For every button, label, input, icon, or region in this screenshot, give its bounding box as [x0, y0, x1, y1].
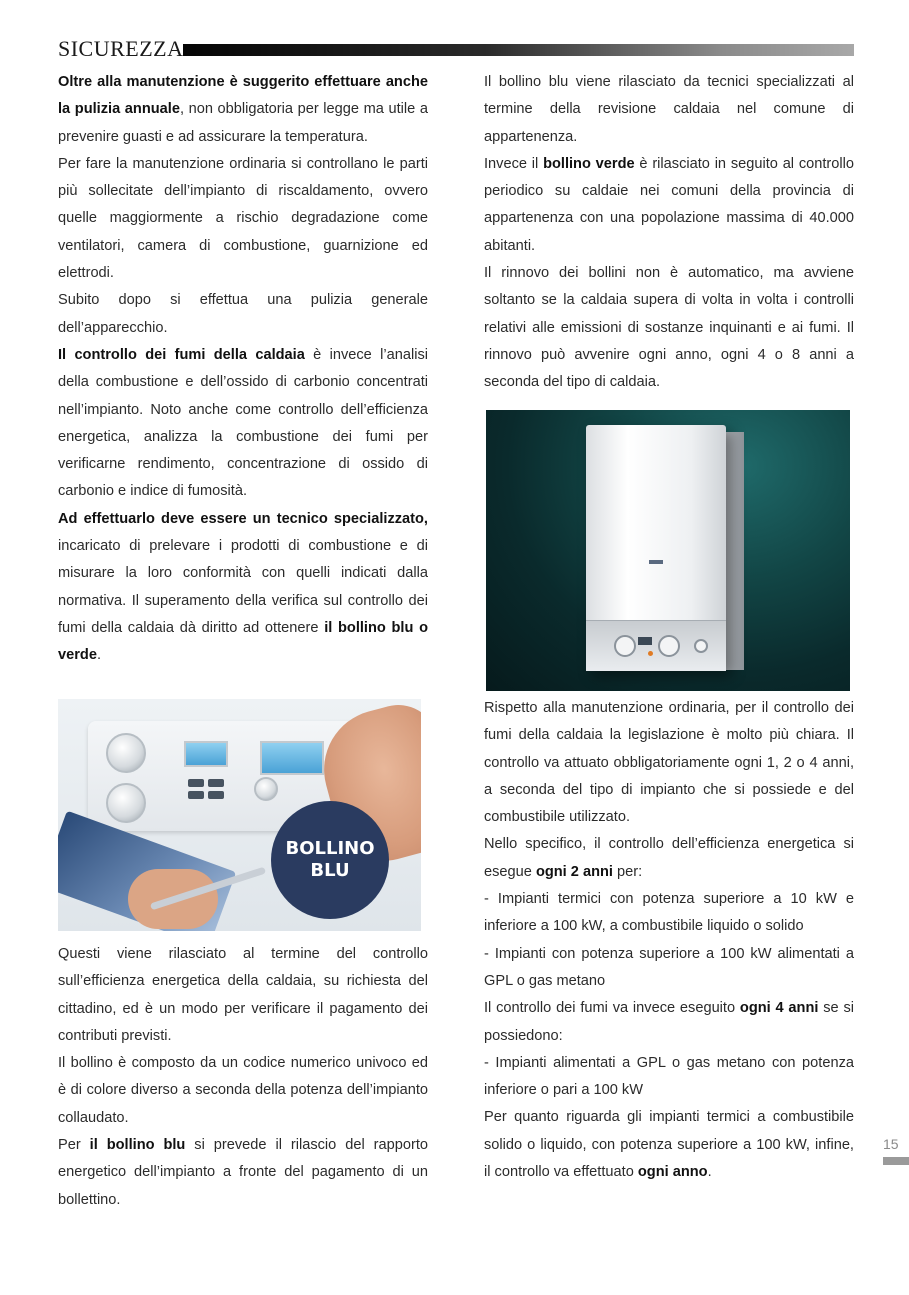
right-column-bottom — [484, 695, 854, 1186]
paragraph: - Impianti alimentati a GPL o gas metano con potenza inferiore o pari a 100 kW — [484, 1054, 854, 1099]
header-bar — [183, 44, 854, 56]
text: se si possiedono: — [484, 1000, 854, 1044]
bold-text: ogni anno — [637, 1164, 708, 1181]
text: è rilasciato in seguito al controllo periodico su caldaie nei comuni della provincia di appartenenza con una popolazione massima di 40.000 abitanti. — [484, 155, 854, 254]
text: Per quanto riguarda gli impianti termici a combustibile solido o liquido, con potenza superiore a 100 kW, infine, il controllo va effettuato — [484, 1109, 854, 1181]
paragraph: Il bollino blu viene rilasciato da tecnici specializzati al termine della revisione caldaia nel comune di appartenenza. — [484, 74, 854, 145]
text: . — [707, 1164, 712, 1181]
right-column-top — [484, 69, 854, 397]
boiler-side — [726, 432, 744, 670]
text: Per fare la manutenzione ordinaria si controllano le parti più sollecitate dell’impianto di riscaldamento, ovvero quelle maggiormente a rischio degradazione come ventilatori, camera di combustione, guarnizione ed elettrodi. — [58, 155, 428, 282]
text: incaricato di prelevare i prodotti di combustione e di misurare la loro conformità con quelli indicati dalla normativa. Il superamento della verifica sul controllo dei fumi della caldaia dà diritto ad ottenere — [58, 538, 428, 636]
bollino-blu-badge — [271, 801, 389, 919]
paragraph: Rispetto alla manutenzione ordinaria, per il controllo dei fumi della caldaia la legislazione è molto più chiara. Il controllo va attuato obbligatoriamente ogni 1, 2 o 4 anni, a seconda del tipo di impianto che si possiede e del combustibile utilizzato. — [484, 700, 854, 826]
knob-icon — [694, 639, 708, 653]
text: . — [96, 647, 102, 664]
bold-text: il bollino blu o verde — [58, 619, 428, 664]
button-icon — [188, 779, 204, 787]
display-icon — [184, 741, 228, 767]
paragraph: - Impianti termici con potenza superiore a 10 kW e inferiore a 100 kW, a combustibile liquido o solido — [484, 891, 854, 935]
paragraph — [58, 342, 428, 506]
paragraph — [58, 287, 428, 342]
badge-line1: BOLLINO — [285, 838, 375, 859]
paragraph — [484, 151, 854, 260]
page-title: SICUREZZA — [58, 36, 184, 61]
bold-text: il bollino blu — [89, 1137, 186, 1154]
display-icon — [260, 741, 324, 775]
boiler-control-panel — [586, 620, 726, 671]
left-column-bottom — [58, 941, 428, 1214]
page-number: 15 — [883, 1136, 899, 1152]
knob-icon — [614, 635, 636, 657]
badge-line2: BLU — [310, 860, 350, 881]
paragraph — [484, 995, 854, 1050]
paragraph: Questi viene rilasciato al termine del controllo sull’efficienza energetica della caldaia, su richiesta del cittadino, ed è un modo per verificare il pagamento dei contributi previsti. — [58, 946, 428, 1044]
display-icon — [638, 637, 652, 645]
bold-text: bollino verde — [543, 155, 635, 172]
text: è invece l’analisi della combustione e dell’ossido di carbonio concentrati nell’impianto. Noto anche come controllo dell’efficienza energetica, analizza la combustione dei fumi per verificarne rendimento, concentrazione di ossido di carbonio e indice di fumosità. — [58, 346, 428, 500]
paragraph — [58, 1132, 428, 1214]
knob-icon — [106, 733, 146, 773]
paragraph — [58, 69, 428, 151]
button-icon — [188, 791, 204, 799]
paragraph: - Impianti con potenza superiore a 100 kW alimentati a GPL o gas metano — [484, 945, 854, 989]
bold-text: Oltre alla manutenzione è suggerito effettuare anche la pulizia annuale — [58, 74, 428, 118]
text: Invece il — [484, 155, 544, 172]
bold-text: ogni 2 anni — [535, 863, 613, 880]
paragraph — [58, 506, 428, 670]
text: Il controllo dei fumi va invece eseguito — [484, 1000, 740, 1017]
paragraph — [484, 1104, 854, 1186]
thermostat-photo — [58, 699, 421, 931]
bold-text: ogni 4 anni — [739, 1000, 819, 1017]
text: Subito dopo si effettua una pulizia generale dell’apparecchio. — [58, 292, 428, 336]
dial-icon — [254, 777, 278, 801]
boiler-icon — [586, 425, 726, 670]
button-icon — [208, 779, 224, 787]
text: per: — [612, 863, 643, 880]
boiler-photo — [486, 410, 850, 691]
paragraph: Il bollino è composto da un codice numerico univoco ed è di colore diverso a seconda della potenza dell’impianto collaudato. — [58, 1055, 428, 1126]
text: Nello specifico, il controllo dell’efficienza energetica si esegue — [484, 836, 854, 880]
paragraph — [58, 151, 428, 287]
paragraph: Il rinnovo dei bollini non è automatico, ma avviene soltanto se la caldaia supera di volta in volta i controlli relativi alle emissioni di sostanze inquinanti e ai fumi. Il rinnovo può avvenire ogni anno, ogni 4 o 8 anni a seconda del tipo di caldaia. — [484, 265, 854, 391]
paragraph — [484, 831, 854, 886]
knob-icon — [106, 783, 146, 823]
bold-text: Il controllo dei fumi della caldaia — [58, 346, 305, 363]
indicator-light-icon — [648, 651, 653, 656]
bold-text: Ad effettuarlo deve essere un tecnico specializzato, — [58, 510, 428, 527]
logo-icon — [649, 560, 663, 564]
text: si prevede il rilascio del rapporto energetico dell’impianto a fronte del pagamento di un bollettino. — [58, 1137, 428, 1208]
text: Per — [58, 1137, 90, 1154]
text: , non obbligatoria per legge ma utile a prevenire guasti e ad assicurare la temperatura. — [58, 101, 428, 145]
knob-icon — [658, 635, 680, 657]
page-number-bar — [883, 1157, 909, 1165]
left-column-top — [58, 69, 428, 670]
button-icon — [208, 791, 224, 799]
